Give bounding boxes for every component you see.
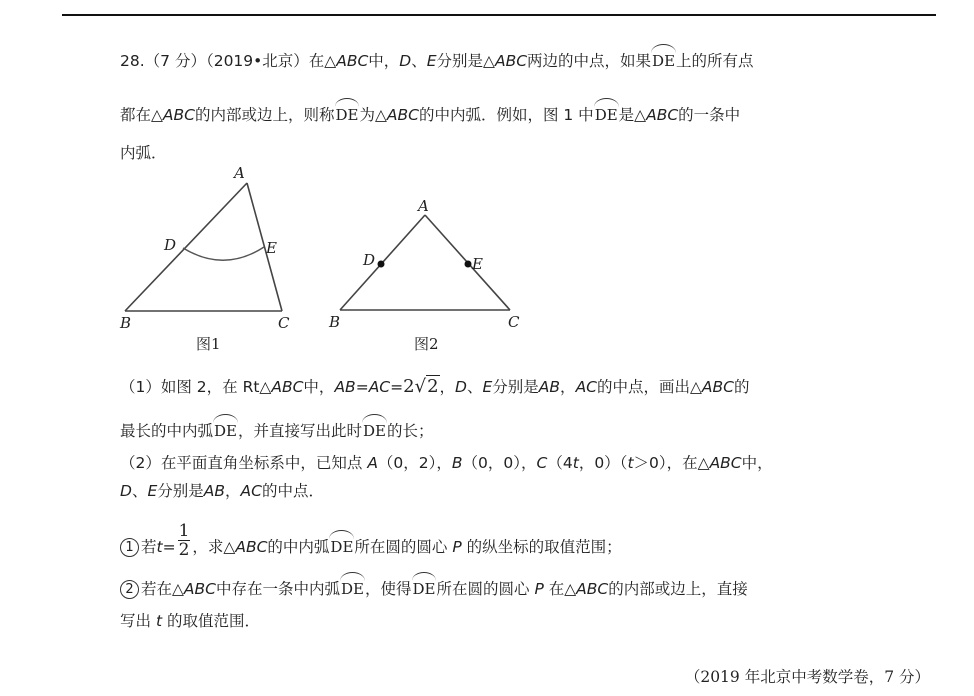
sub2-text: 写出 <box>120 612 152 630</box>
figure-2-diagram <box>325 195 530 335</box>
equals: = <box>390 378 404 396</box>
triangle-abc: ABC <box>271 378 304 396</box>
problem-score: （7 分） <box>144 52 206 70</box>
point-p: P <box>452 538 462 556</box>
part1-text: 分别是 <box>492 378 539 396</box>
figure-1-caption: 图1 <box>196 335 221 353</box>
sub1-text: 所在圆的圆心 <box>354 538 448 556</box>
arc-de: DE <box>363 416 386 442</box>
fig1-label-e: E <box>266 239 277 257</box>
part2-text: 中， <box>741 454 773 472</box>
sub2-text: 若在△ <box>141 580 184 598</box>
part1-text: ，并直接写出此时 <box>238 422 363 440</box>
arc-de: DE <box>413 574 436 600</box>
part1-text: 最长的中内弧 <box>120 422 214 440</box>
part2-line-2 <box>120 480 324 502</box>
sqrt-argument: 2 <box>427 376 439 397</box>
part1-label: （1）如图 2，在 Rt△ <box>120 378 272 396</box>
sub1-text: 的纵坐标的取值范围； <box>466 538 622 556</box>
variable-t: t <box>155 612 163 630</box>
segment-ac: AC <box>240 482 262 500</box>
part1-text: 中， <box>303 378 335 396</box>
fraction-one-half <box>178 522 191 559</box>
segment-ab: AB <box>334 378 356 396</box>
intro-text: 的内部或边上，则称 <box>194 106 335 124</box>
fraction-denominator: 2 <box>178 540 190 560</box>
arc-de: DE <box>214 416 237 442</box>
triangle-abc: ABC <box>162 106 195 124</box>
point-c: C <box>536 454 548 472</box>
circled-number-1: 1 <box>120 538 139 557</box>
arc-de: DE <box>330 532 353 558</box>
triangle-abc: ABC <box>709 454 742 472</box>
arc-de: DE <box>595 100 618 126</box>
coordinate-c: ，0）（ <box>578 454 628 472</box>
part1-line-2 <box>120 416 434 442</box>
equals: = <box>355 378 369 396</box>
segment-ac: AC <box>575 378 597 396</box>
segment-ac: AC <box>368 378 391 396</box>
triangle-abc: ABC <box>646 106 679 124</box>
intro-text: 上的所有点 <box>676 52 754 70</box>
arc-de: DE <box>341 574 364 600</box>
point-d: D <box>120 482 132 500</box>
point-e: E <box>482 378 493 396</box>
triangle-abc: ABC <box>336 52 369 70</box>
part2-text: 分别是 <box>157 482 204 500</box>
problem-intro-line-1 <box>120 46 754 72</box>
part1-text: 的中点，画出△ <box>597 378 702 396</box>
fig1-side-ab <box>125 183 247 311</box>
triangle-abc: ABC <box>701 378 734 396</box>
sub2-line-1 <box>120 574 748 600</box>
exam-source-footer: （2019 年北京中考数学卷，7 分） <box>684 668 930 686</box>
triangle-abc: ABC <box>494 52 528 70</box>
part2-text: ， <box>225 482 241 500</box>
intro-text: 在△ <box>308 52 337 70</box>
sub2-text: 在△ <box>548 580 577 598</box>
part2-text: ＞0），在△ <box>633 454 710 472</box>
separator: 、 <box>131 482 148 500</box>
fig1-label-d: D <box>164 236 177 254</box>
point-d: D <box>455 378 467 396</box>
intro-text: 的一条中 <box>678 106 741 124</box>
intro-text: 为△ <box>359 106 387 124</box>
equals: = <box>162 538 176 556</box>
coordinate-a: （0，2）， <box>377 454 452 472</box>
fig2-label-a: A <box>418 197 429 215</box>
arc-de: DE <box>336 100 359 126</box>
sub1-text: 的中内弧 <box>267 538 330 556</box>
segment-ab: AB <box>538 378 561 396</box>
point-e: E <box>147 482 158 500</box>
fig1-label-a: A <box>234 164 245 182</box>
sub2-line-2 <box>120 610 260 632</box>
fig2-label-d: D <box>363 251 376 269</box>
sub1-text: ，求△ <box>192 538 236 556</box>
sub2-text: 所在圆的圆心 <box>436 580 530 598</box>
sqrt-coefficient: 2 <box>403 376 415 397</box>
fig2-point-d <box>378 261 385 268</box>
intro-text: 两边的中点，如果 <box>527 52 652 70</box>
fig2-label-c: C <box>508 313 520 331</box>
point-p: P <box>534 580 544 598</box>
part2-text: 的中点． <box>261 482 324 500</box>
part1-line-1 <box>120 376 750 398</box>
intro-text: 内弧． <box>120 144 167 162</box>
part2-label: （2）在平面直角坐标系中，已知点 <box>120 454 363 472</box>
fig2-label-e: E <box>472 255 483 273</box>
problem-source-tag: （2019•北京） <box>205 52 309 70</box>
fig2-point-e <box>465 261 472 268</box>
triangle-abc: ABC <box>386 106 419 124</box>
part1-text: ， <box>439 378 456 396</box>
point-e: E <box>426 52 437 70</box>
point-a: A <box>367 454 378 472</box>
intro-text: 中， <box>368 52 400 70</box>
separator: 、 <box>411 52 427 70</box>
part1-text: 的长； <box>387 422 434 440</box>
circled-number-2: 2 <box>120 580 139 599</box>
problem-number: 28. <box>120 52 145 70</box>
point-b: B <box>451 454 463 472</box>
part1-text: ， <box>560 378 576 396</box>
coordinate-b: （0，0）， <box>462 454 537 472</box>
sub2-text: 的内部或边上，直接 <box>608 580 748 598</box>
part1-text: 的 <box>733 378 750 396</box>
separator: 、 <box>466 378 483 396</box>
arc-de: DE <box>652 46 675 72</box>
triangle-abc: ABC <box>183 580 216 598</box>
intro-text: 的中内弧．例如，图 1 中 <box>418 106 594 124</box>
figure-2-caption: 图2 <box>414 335 439 353</box>
sub2-text: ，使得 <box>364 580 412 598</box>
variable-t: t <box>156 538 163 556</box>
top-rule <box>62 14 936 16</box>
variable-t: t <box>627 454 634 472</box>
part2-line-1 <box>120 452 773 474</box>
fig1-arc-de <box>183 247 264 260</box>
intro-text: 是△ <box>618 106 647 124</box>
sub1-line <box>120 521 622 560</box>
triangle-abc: ABC <box>235 538 268 556</box>
point-d: D <box>399 52 412 70</box>
coordinate-c: （4 <box>547 454 573 472</box>
figure-1-diagram <box>110 160 300 335</box>
sub1-text: 若 <box>141 538 157 556</box>
fraction-numerator: 1 <box>178 521 190 541</box>
triangle-abc: ABC <box>576 580 609 598</box>
sqrt-expression: 2√2 <box>403 376 439 397</box>
intro-text: 都在△ <box>120 106 163 124</box>
variable-t: t <box>572 454 579 472</box>
fig2-label-b: B <box>329 313 341 331</box>
intro-text: 分别是△ <box>436 52 495 70</box>
sub2-text: 中存在一条中内弧 <box>215 580 340 598</box>
problem-intro-line-2 <box>120 100 740 126</box>
segment-ab: AB <box>203 482 226 500</box>
fig1-label-b: B <box>120 314 132 332</box>
fig1-label-c: C <box>278 314 290 332</box>
sub2-text: 的取值范围． <box>166 612 260 630</box>
